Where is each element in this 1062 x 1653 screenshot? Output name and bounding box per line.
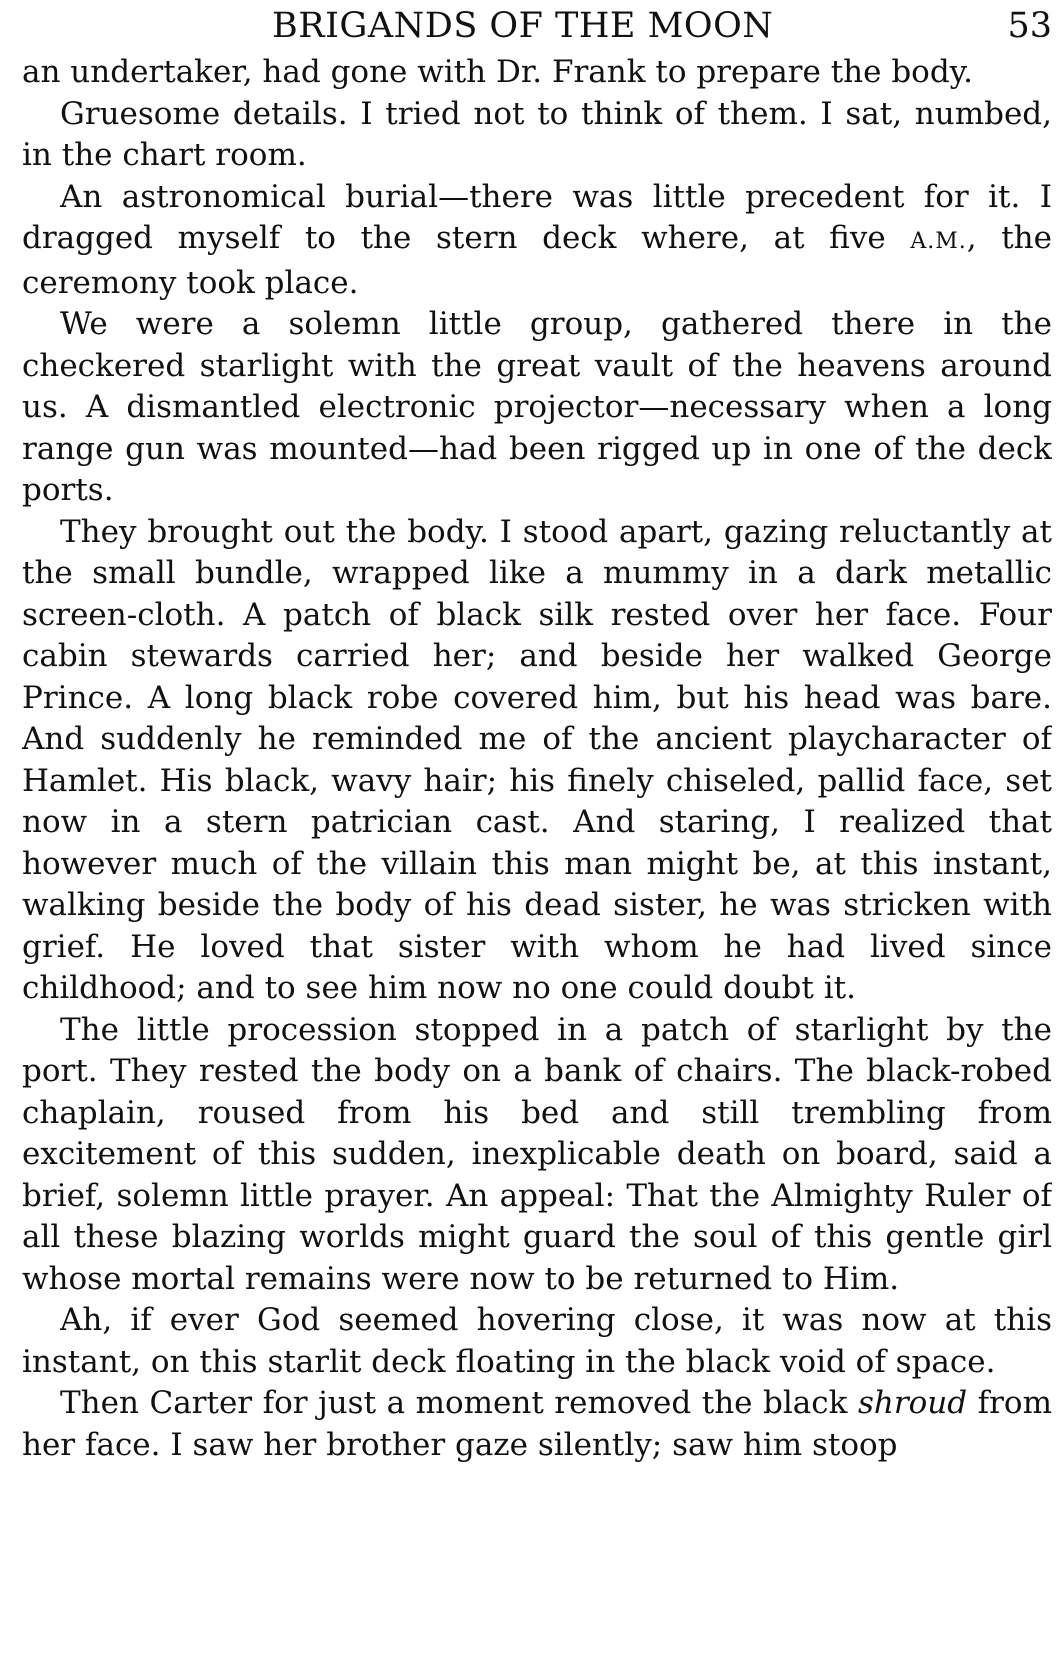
- paragraph: [22, 1383, 1052, 1466]
- body-text: [22, 52, 1052, 1466]
- paragraph-text: , the ceremony took place.: [22, 220, 1052, 301]
- paragraph-text: An astronomical burial—there was little precedent for it. I dragged myself to the stern deck where, at five: [22, 178, 1052, 256]
- paragraph-continued: an undertaker, had gone with Dr. Frank to prepare the body.: [22, 54, 973, 90]
- paragraph: Ah, if ever God seemed hovering close, it was now at this instant, on this starlit deck floating in the black void of space.: [22, 1302, 1052, 1380]
- paragraph: [22, 177, 1052, 305]
- running-title: BRIGANDS OF THE MOON: [272, 6, 774, 46]
- italic-word: shroud: [857, 1385, 968, 1421]
- paragraph-text: Then Carter for just a moment removed the black: [60, 1385, 858, 1421]
- paragraph: We were a solemn little group, gathered there in the checkered starlight with the great vault of the heavens around us. A dismantled electronic projector—necessary when a long range gun was mounted—had been rigged up in one of the deck ports.: [22, 306, 1052, 508]
- book-page: [22, 0, 1052, 1653]
- running-head: [22, 0, 1052, 52]
- paragraph: They brought out the body. I stood apart, gazing reluctantly at the small bundle, wrapped like a mummy in a dark metallic screen-cloth. A patch of black silk rested over her face. Four cabin stewards carried her; and beside her walked George Prince. A long black robe covered him, but his head was bare. And suddenly he reminded me of the ancient playcharacter of Hamlet. His black, wavy hair; his finely chiseled, pallid face, set now in a stern patrician cast. And staring, I realized that however much of the villain this man might be, at this instant, walking beside the body of his dead sister, he was stricken with grief. He loved that sister with whom he had lived since childhood; and to see him now no one could doubt it.: [22, 513, 1052, 1006]
- paragraph: Gruesome details. I tried not to think of them. I sat, numbed, in the chart room.: [22, 95, 1052, 173]
- paragraph-text: from her face. I saw her brother gaze silently; saw him stoop: [22, 1385, 1052, 1463]
- paragraph: The little procession stopped in a patch of starlight by the port. They rested the body on a bank of chairs. The black-robed chaplain, roused from his bed and still trembling from excitement of this sudden, inexplicable death on board, said a brief, solemn little prayer. An appeal: That the Almighty Ruler of all these blazing worlds might guard the soul of this gentle girl whose mortal remains were now to be returned to Him.: [22, 1011, 1052, 1297]
- small-caps-time: A.M.: [910, 229, 967, 254]
- page-number: 53: [1007, 6, 1052, 46]
